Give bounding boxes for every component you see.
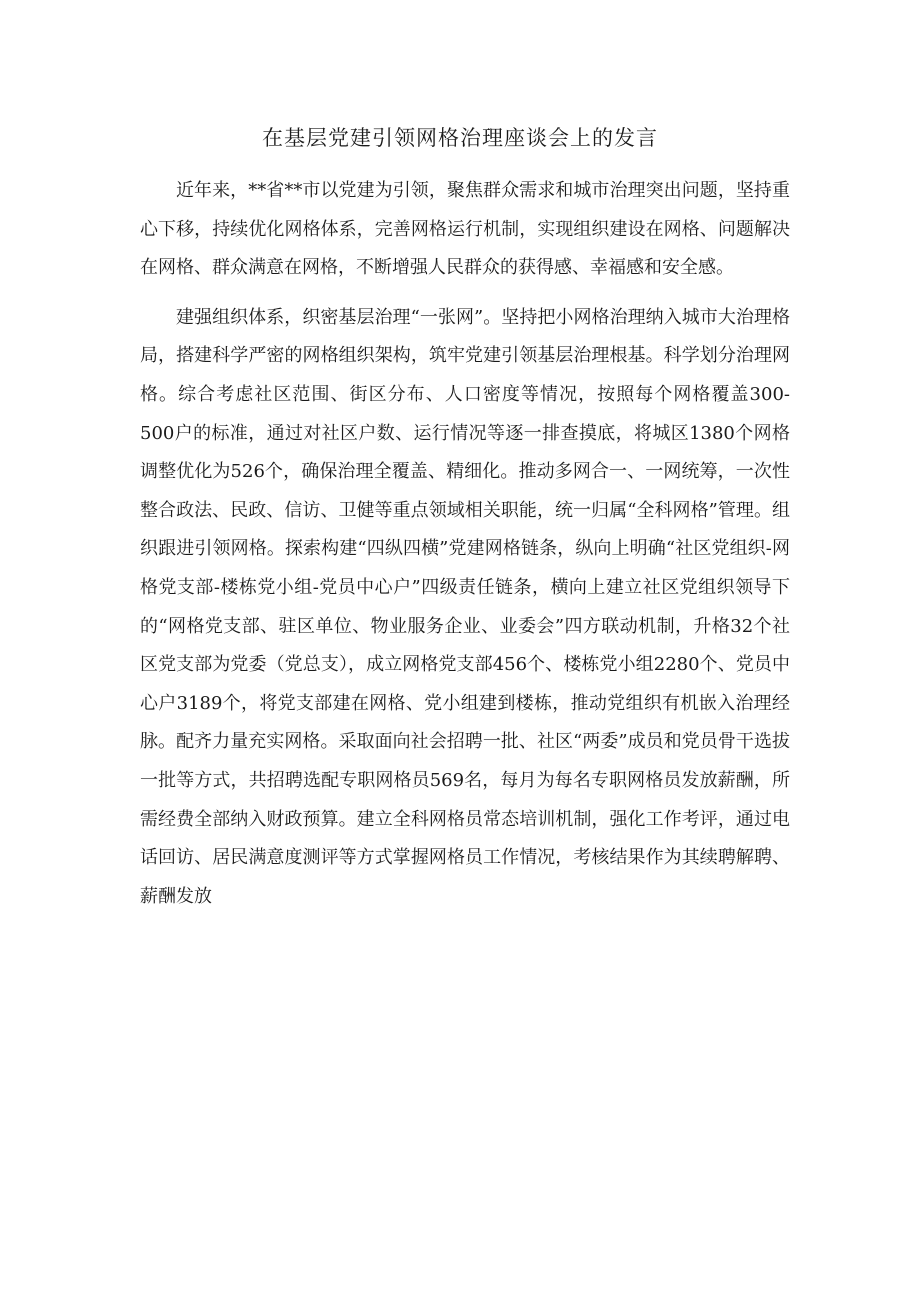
document-title: 在基层党建引领网格治理座谈会上的发言 (262, 126, 658, 150)
document-body (140, 172, 790, 916)
paragraph-organization-system: 建强组织体系，织密基层治理“一张网”。坚持把小网格治理纳入城市大治理格局，搭建科学严密的网格组织架构，筑牢党建引领基层治理根基。科学划分治理网格。综合考虑社区范围、街区分布、人口密度等情况，按照每个网格覆盖300-500户的标准，通过对社区户数、运行情况等逐一排查摸底，将城区1380个网格调整优化为526个，确保治理全覆盖、精细化。推动多网合一、一网统筹，一次性整合政法、民政、信访、卫健等重点领域相关职能，统一归属“全科网格”管理。组织跟进引领网格。探索构建“四纵四横”党建网格链条，纵向上明确“社区党组织-网格党支部-楼栋党小组-党员中心户”四级责任链条，横向上建立社区党组织领导下的“网格党支部、驻区单位、物业服务企业、业委会”四方联动机制，升格32个社区党支部为党委（党总支），成立网格党支部456个、楼栋党小组2280个、党员中心户3189个，将党支部建在网格、党小组建到楼栋，推动党组织有机嵌入治理经脉。配齐力量充实网格。采取面向社会招聘一批、社区“两委”成员和党员骨干选拔一批等方式，共招聘选配专职网格员569名，每月为每名专职网格员发放薪酬，所需经费全部纳入财政预算。建立全科网格员常态培训机制，强化工作考评，通过电话回访、居民满意度测评等方式掌握网格员工作情况，考核结果作为其续聘解聘、薪酬发放 (140, 306, 790, 907)
paragraph-intro: 近年来，**省**市以党建为引领，聚焦群众需求和城市治理突出问题，坚持重心下移，持续优化网格体系，完善网格运行机制，实现组织建设在网格、问题解决在网格、群众满意在网格，不断增强人民群众的获得感、幸福感和安全感。 (140, 180, 790, 279)
